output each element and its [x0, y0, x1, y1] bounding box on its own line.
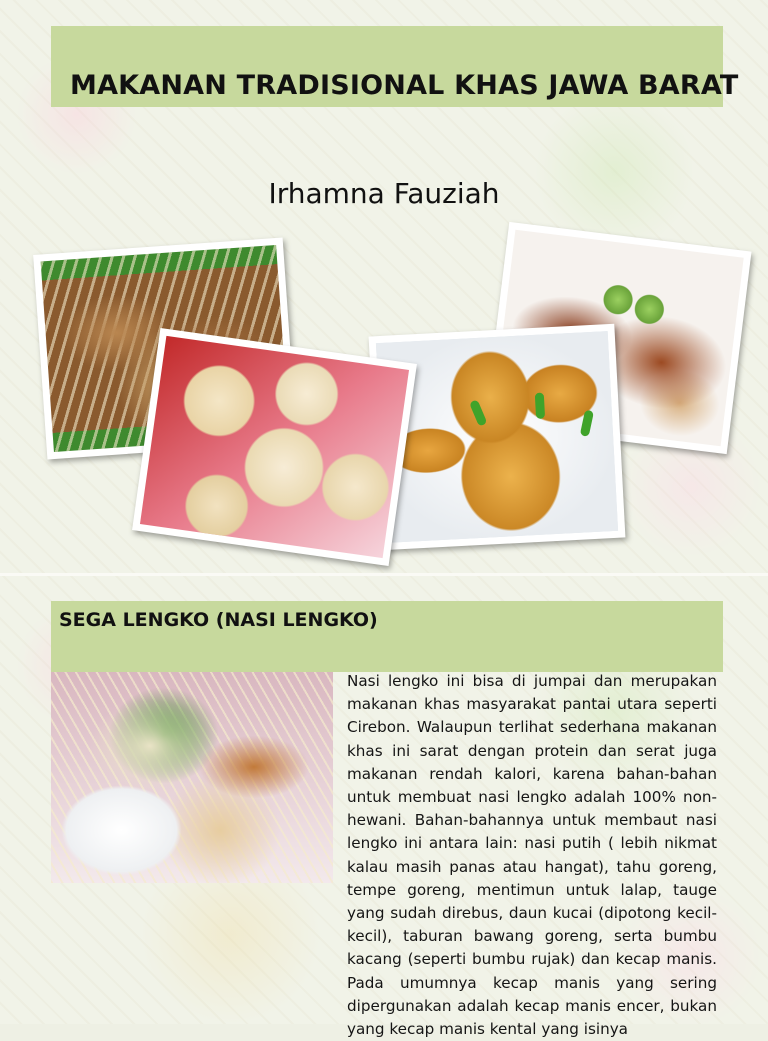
content-slide	[0, 576, 768, 1039]
nasi-lengko-photo-icon	[51, 672, 333, 883]
section-heading: SEGA LENGKO (NASI LENGKO)	[59, 609, 378, 631]
chili-icon	[469, 399, 487, 426]
chili-icon	[535, 392, 545, 418]
photo-kerupuk	[132, 328, 417, 566]
food-photo-icon	[140, 336, 409, 558]
photo-gehu	[369, 324, 626, 551]
body-text: Nasi lengko ini bisa di jumpai dan merupakan makanan khas masyarakat pantai utara seperti Cirebon. Walaupun terlihat sederhana makanan khas ini sarat dengan protein dan serat juga makanan rendah kalori, karena bahan-bahan untuk membuat nasi lengko adalah 100% non-hewani. Bahan-bahannya untuk membaut nasi lengko ini antara lain: nasi putih ( lebih nikmat kalau masih panas atau hangat), tahu goreng, tempe goreng, mentimun untuk lalap, tauge yang sudah direbus, daun kucai (dipotong kecil-kecil), taburan bawang goreng, serta bumbu kacang (seperti bumbu rujak) dan kecap manis. Pada umumnya kecap manis yang sering dipergunakan adalah kecap manis encer, bukan yang kecap manis kental yang isinya	[347, 672, 717, 1039]
page-title: MAKANAN TRADISIONAL KHAS JAWA BARAT	[70, 70, 739, 101]
author-name: Irhamna Fauziah	[268, 177, 500, 210]
chili-icon	[580, 410, 594, 437]
